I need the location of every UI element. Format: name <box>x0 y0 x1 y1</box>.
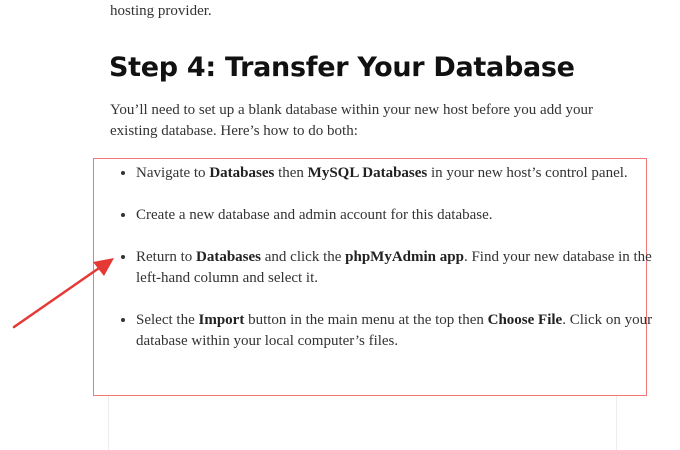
intro-paragraph: You’ll need to set up a blank database within your new host before you add your existing database. Here’s how to do both: <box>110 102 593 139</box>
step-emphasis-text: phpMyAdmin app <box>345 249 464 265</box>
step-text: Return to <box>136 249 196 265</box>
step-emphasis-text: Databases <box>196 249 262 265</box>
step-emphasis-text: Databases <box>209 165 275 181</box>
step-text: and click the <box>261 249 346 265</box>
steps-list <box>110 163 656 373</box>
step-item <box>136 310 656 352</box>
content-card-edge <box>108 396 617 450</box>
step-text: Navigate to <box>136 165 210 181</box>
step-text: Select the <box>136 312 199 328</box>
section-heading: Step 4: Transfer Your Database <box>109 52 575 83</box>
intro-tail-text: hosting provider. <box>110 3 212 19</box>
step-item <box>136 205 656 226</box>
step-item <box>136 163 656 184</box>
step-emphasis-text: Import <box>198 312 245 328</box>
step-text: . Find your new database in the left-hand column and select it. <box>136 249 652 286</box>
step-text: button in the main menu at the top then <box>244 312 488 328</box>
step-text: in your new host’s control panel. <box>427 165 628 181</box>
step-text: Create a new database and admin account for this database. <box>136 207 493 223</box>
step-emphasis-text: MySQL Databases <box>307 165 428 181</box>
step-item <box>136 247 656 289</box>
step-emphasis-text: Choose File <box>487 312 563 328</box>
step-text: then <box>274 165 308 181</box>
step-text: . Click on your database within your local computer’s files. <box>136 312 653 349</box>
